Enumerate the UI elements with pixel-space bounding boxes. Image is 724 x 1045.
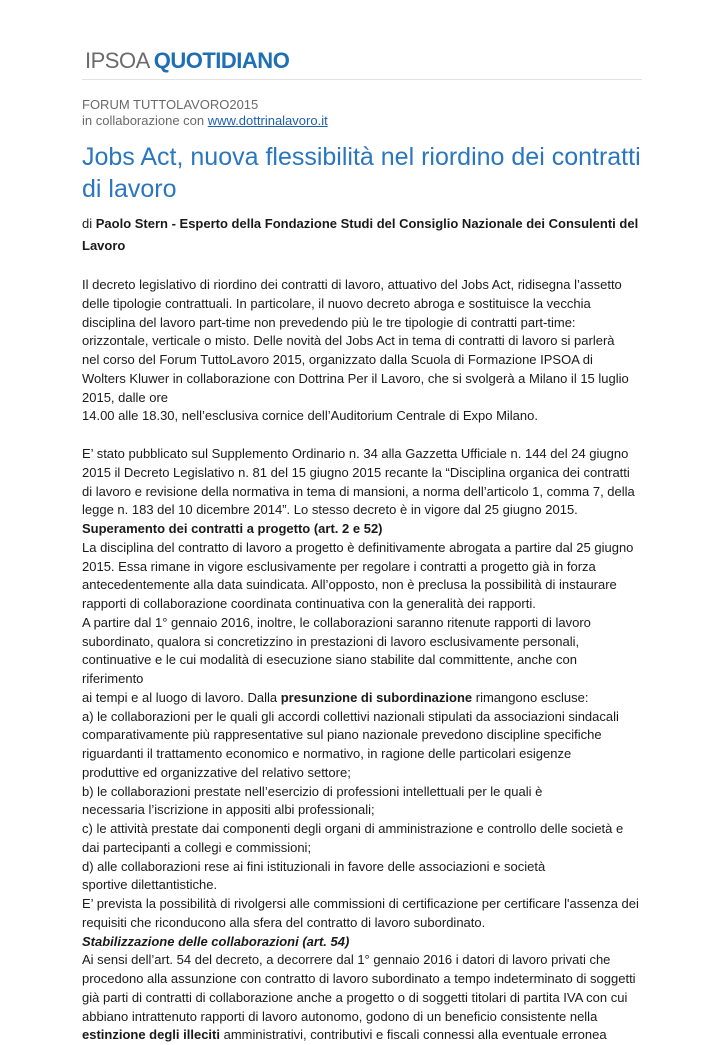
text-line: A partire dal 1° gennaio 2016, inoltre, le collaborazioni saranno ritenute rapporti di lavoro (82, 614, 591, 630)
article-body (82, 276, 642, 1045)
text-line: subordinato, qualora si concretizzino in prestazioni di lavoro esclusivamente personali, (82, 633, 580, 649)
list-item-line: necessaria l’iscrizione in appositi albi professionali; (82, 802, 375, 818)
text-line: rapporti di collaborazione coordinata continuativa con la generalità dei rapporti. (82, 596, 536, 611)
list-item-line: produttive ed organizzative del relativo settore; (82, 764, 351, 780)
text-line: procedono alla assunzione con contratto di lavoro subordinato a tempo indeterminato di soggetti (82, 971, 636, 986)
text-line (82, 1026, 642, 1045)
text-line: abbiano intrattenuto rapporti di lavoro autonomo, godono di un beneficio consistente nella (82, 1008, 598, 1024)
text-line: delle tipologie contrattuali. In particolare, il nuovo decreto abroga e sostituisce la vecchia (82, 295, 591, 311)
text-run: rimangono escluse: (472, 689, 589, 705)
text-line: E’ prevista la possibilità di rivolgersi alle commissioni di certificazione per certificare l'assenza dei (82, 896, 639, 911)
logo-ipsoa: IPSOA (85, 48, 150, 73)
list-item-line: riguardanti il trattamento economico e normativo, in ragione delle particolari esigenze (82, 746, 572, 761)
text-line: antecedentemente alla data suindicata. All’opposto, non è preclusa la possibilità di instaurare (82, 577, 617, 593)
list-item-line: d) alle collaborazioni rese ai fini istituzionali in favore delle associazioni e società (82, 858, 546, 874)
collaboration-prefix: in collaborazione con (82, 113, 208, 128)
text-line: 2015 il Decreto Legislativo n. 81 del 15 giugno 2015 recante la “Disciplina organica dei contratti (82, 464, 630, 480)
forum-label: FORUM TUTTOLAVORO2015 (82, 97, 259, 112)
text-line: 2015, dalle ore (82, 389, 169, 405)
dottrinalavoro-link[interactable]: www.dottrinalavoro.it (207, 113, 328, 128)
stabilizzazione-paragraph (82, 951, 642, 1045)
bold-term: estinzione degli illeciti (82, 1027, 220, 1043)
text-line: orizzontale, verticale o misto. Delle novità del Jobs Act in tema di contratti di lavoro si parlerà (82, 333, 615, 349)
author-name: Paolo Stern - Esperto della Fondazione Studi del Consiglio Nazionale dei Consulenti del Lavoro (82, 216, 639, 253)
byline (82, 213, 642, 257)
intro-paragraph (82, 276, 642, 426)
text-line: 2015. Essa rimane in vigore esclusivamente per regolare i contratti a progetto già in forza (82, 558, 596, 574)
progetto-paragraph (82, 539, 642, 614)
subheading-stabilizzazione: Stabilizzazione delle collaborazioni (art. 54) (82, 933, 350, 949)
byline-prefix: di (82, 216, 96, 231)
text-line: già parti di contratti di collaborazione anche a progetto o di soggetti titolari di partita IVA con cui (82, 989, 628, 1005)
text-run: ai tempi e al luogo di lavoro. Dalla (82, 689, 281, 705)
text-line: di lavoro e revisione della normativa in tema di mansioni, a norma dell’articolo 1, comma 7, della (82, 483, 635, 499)
text-line: continuative e le cui modalità di esecuzione siano stabilite dal committente, anche con riferimento (82, 652, 578, 686)
bold-term: presunzione di subordinazione (280, 689, 473, 705)
list-item-line: comparativamente più rappresentative sul piano nazionale prevedono discipline specifiche (82, 727, 602, 743)
text-line: requisiti che riconducono alla sfera del contratto di lavoro subordinato. (82, 914, 486, 930)
text-line: 14.00 alle 18.30, nell’esclusiva cornice dell’Auditorium Centrale di Expo Milano. (82, 408, 538, 424)
text-line: Wolters Kluwer in collaborazione con Dottrina Per il Lavoro, che si svolgerà a Milano il 15 luglio (82, 370, 629, 386)
list-item-line: dai partecipanti a collegi e commissioni; (82, 839, 312, 855)
article-title: Jobs Act, nuova flessibilità nel riordino dei contratti di lavoro (82, 143, 641, 203)
list-item-line: a) le collaborazioni per le quali gli accordi collettivi nazionali stipulati da associazioni sindacali (82, 708, 619, 724)
text-line: legge n. 183 del 10 dicembre 2014”. Lo stesso decreto è in vigore dal 25 giugno 2015. (82, 502, 578, 518)
text-line: Ai sensi dell’art. 54 del decreto, a decorrere dal 1° gennaio 2016 i datori di lavoro privati che (82, 952, 611, 968)
publication-paragraph (82, 445, 642, 520)
collaborazioni-paragraph (82, 614, 642, 708)
list-item-line: c) le attività prestate dai componenti degli organi di amministrazione e controllo delle società e (82, 821, 624, 836)
text-line (82, 689, 642, 708)
text-line: disciplina del lavoro part-time non prevedendo più le tre tipologie di contratti part-time: (82, 314, 576, 330)
header-divider (82, 79, 642, 80)
list-item-line: sportive dilettantistiche. (82, 877, 218, 893)
logo-quotidiano: QUOTIDIANO (153, 48, 290, 73)
paragraph-gap (82, 426, 642, 445)
text-line: La disciplina del contratto di lavoro a progetto è definitivamente abrogata a partire dal 25 giugno (82, 539, 634, 555)
subheading-contratti-progetto: Superamento dei contratti a progetto (art. 2 e 52) (82, 521, 383, 536)
collaboration-line (82, 113, 328, 129)
text-line: Il decreto legislativo di riordino dei contratti di lavoro, attuativo del Jobs Act, ridisegna l’assetto (82, 277, 622, 292)
text-line: E’ stato pubblicato sul Supplemento Ordinario n. 34 alla Gazzetta Ufficiale n. 144 del 24 giugno (82, 446, 629, 461)
text-line: nel corso del Forum TuttoLavoro 2015, organizzato dalla Scuola di Formazione IPSOA di (82, 352, 593, 367)
text-run: amministrativi, contributivi e fiscali connessi alla eventuale erronea (219, 1027, 607, 1043)
ipsoa-quotidiano-logo[interactable] (85, 47, 289, 75)
exclusions-list (82, 708, 642, 933)
list-item-line: b) le collaborazioni prestate nell’esercizio di professioni intellettuali per le quali è (82, 783, 543, 799)
